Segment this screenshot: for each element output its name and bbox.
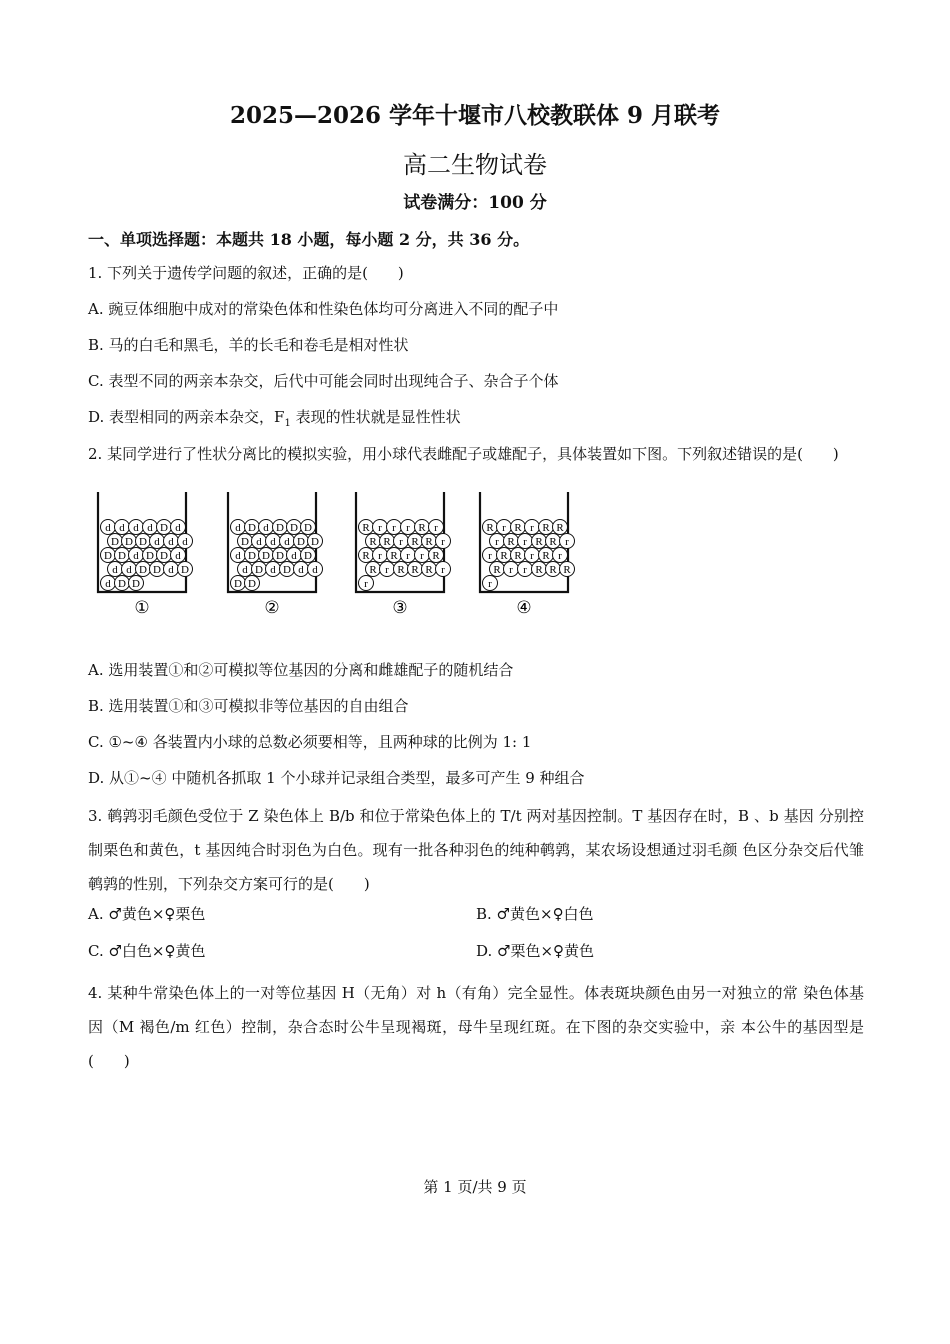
ball-label: d [105, 578, 111, 590]
ball-label: D [139, 564, 147, 576]
ball-label: D [255, 564, 263, 576]
container-4 [480, 492, 575, 618]
container-2 [228, 492, 323, 618]
ball-label: R [383, 536, 391, 548]
ball-label: D [181, 564, 189, 576]
section-heading: 一、单项选择题：本题共 18 小题，每小题 2 分，共 36 分。 [88, 230, 530, 249]
full-score: 试卷满分：100 分 [403, 193, 547, 213]
q2-option-d: D. 从①~④ 中随机各抓取 1 个小球并记录组合类型，最多可产生 9 种组合 [88, 769, 585, 787]
ball-label: D [160, 550, 168, 562]
ball-label: R [514, 550, 522, 562]
ball-label: d [256, 536, 262, 548]
ball-label: R [493, 564, 501, 576]
ball-label: r [502, 522, 506, 534]
ball-label: r [392, 522, 396, 534]
container-label: ④ [516, 598, 532, 618]
ball-label: R [535, 536, 543, 548]
ball-label: R [397, 564, 405, 576]
ball-label: d [119, 522, 125, 534]
ball-label: r [378, 550, 382, 562]
ball-label: R [411, 536, 419, 548]
ball-label: R [535, 564, 543, 576]
q2-option-b: B. 选用装置①和③可模拟非等位基因的自由组合 [88, 697, 409, 715]
ball-label: r [420, 550, 424, 562]
ball-label: D [311, 536, 319, 548]
ball-label: D [153, 564, 161, 576]
ball-label: d [175, 522, 181, 534]
ball-label: r [509, 564, 513, 576]
ball-label: R [425, 564, 433, 576]
q3-option-d: D. ♂栗色×♀黄色 [476, 942, 595, 960]
ball-label: D [118, 550, 126, 562]
q1-option-b: B. 马的白毛和黑毛，羊的长毛和卷毛是相对性状 [88, 336, 409, 354]
container-1 [98, 492, 193, 618]
ball-label: d [175, 550, 181, 562]
container-label: ③ [392, 598, 408, 618]
container-label: ① [134, 598, 150, 618]
ball-label: r [406, 550, 410, 562]
ball-label: d [312, 564, 318, 576]
ball-label: R [411, 564, 419, 576]
ball-label: r [378, 522, 382, 534]
ball-label: D [276, 550, 284, 562]
ball-label: D [125, 536, 133, 548]
ball-label: r [441, 536, 445, 548]
ball-label: D [262, 550, 270, 562]
ball-label: D [248, 550, 256, 562]
ball-label: R [500, 550, 508, 562]
ball-label: R [432, 550, 440, 562]
ball-label: R [390, 550, 398, 562]
ball-label: d [235, 550, 241, 562]
container-3 [356, 492, 451, 618]
q1-option-c: C. 表型不同的两亲本杂交，后代中可能会同时出现纯合子、杂合子个体 [88, 372, 559, 390]
ball-label: d [298, 564, 304, 576]
ball-label: r [434, 522, 438, 534]
q1-stem: 1. 下列关于遗传学问题的叙述，正确的是( ) [88, 264, 404, 282]
ball-label: D [118, 578, 126, 590]
ball-label: R [362, 522, 370, 534]
ball-label: d [263, 522, 269, 534]
ball-label: r [565, 536, 569, 548]
ball-label: R [556, 522, 564, 534]
q3-option-c: C. ♂白色×♀黄色 [88, 942, 206, 960]
ball-label: r [406, 522, 410, 534]
ball-label: r [558, 550, 562, 562]
ball-label: D [304, 522, 312, 534]
ball-label: D [139, 536, 147, 548]
ball-label: d [154, 536, 160, 548]
page-footer: 第 1 页/共 9 页 [423, 1178, 527, 1196]
ball-label: D [297, 536, 305, 548]
ball-label: d [291, 550, 297, 562]
q3-option-a: A. ♂黄色×♀栗色 [88, 905, 206, 923]
ball-label: D [160, 522, 168, 534]
ball-label: r [364, 578, 368, 590]
ball-label: D [248, 578, 256, 590]
ball-label: R [369, 536, 377, 548]
ball-label: d [105, 522, 111, 534]
ball-container-figure [94, 488, 594, 623]
ball-label: d [235, 522, 241, 534]
ball-label: D [234, 578, 242, 590]
ball-label: d [270, 536, 276, 548]
ball-label: d [112, 564, 118, 576]
ball-label: r [530, 550, 534, 562]
ball-label: D [111, 536, 119, 548]
container-label: ② [264, 598, 280, 618]
ball-label: D [283, 564, 291, 576]
q2-option-a: A. 选用装置①和②可模拟等位基因的分离和雌雄配子的随机结合 [88, 661, 514, 679]
q2-option-c: C. ①~④ 各装置内小球的总数必须要相等，且两种球的比例为 1: 1 [88, 733, 532, 751]
ball-label: R [563, 564, 571, 576]
ball-label: R [514, 522, 522, 534]
ball-label: r [488, 550, 492, 562]
ball-label: r [488, 578, 492, 590]
ball-label: R [507, 536, 515, 548]
ball-label: R [362, 550, 370, 562]
ball-label: R [425, 536, 433, 548]
ball-label: r [495, 536, 499, 548]
q1-option-a: A. 豌豆体细胞中成对的常染色体和性染色体均可分离进入不同的配子中 [88, 300, 559, 318]
ball-label: d [182, 536, 188, 548]
ball-label: R [542, 550, 550, 562]
ball-label: D [104, 550, 112, 562]
ball-label: R [486, 522, 494, 534]
ball-label: r [385, 564, 389, 576]
ball-label: d [133, 522, 139, 534]
ball-label: R [549, 564, 557, 576]
ball-label: D [290, 522, 298, 534]
ball-label: d [168, 564, 174, 576]
ball-label: R [542, 522, 550, 534]
q1-option-d: D. 表型相同的两亲本杂交，$F_1$ 表现的性状就是显性性状 [88, 408, 461, 429]
ball-label: r [530, 522, 534, 534]
ball-label: R [369, 564, 377, 576]
ball-label: d [133, 550, 139, 562]
ball-label: D [248, 522, 256, 534]
ball-label: r [399, 536, 403, 548]
ball-label: R [549, 536, 557, 548]
ball-label: D [132, 578, 140, 590]
q3-option-b: B. ♂黄色×♀白色 [476, 905, 594, 923]
ball-label: r [523, 564, 527, 576]
exam-title: 2025—2026 学年十堰市八校教联体 9 月联考 [229, 102, 721, 129]
ball-label: D [146, 550, 154, 562]
ball-label: d [284, 536, 290, 548]
q4-stem: 4. 某种牛常染色体上的一对等位基因 H（无角）对 h（有角）完全显性。体表斑块颜色由另一对独立的常 染色体基因（M 褐色/m 红色）控制，杂合态时公牛呈现褐斑，母牛呈现红斑。在下图的杂交实验中，亲 本公牛的基因型是( ) [88, 984, 864, 1070]
ball-label: r [441, 564, 445, 576]
q2-stem: 2. 某同学进行了性状分离比的模拟实验，用小球代表雌配子或雄配子，具体装置如下图。下列叙述错误的是( ) [88, 445, 839, 463]
ball-label: d [242, 564, 248, 576]
ball-label: D [241, 536, 249, 548]
ball-label: D [276, 522, 284, 534]
ball-label: D [304, 550, 312, 562]
ball-label: R [418, 522, 426, 534]
ball-label: r [523, 536, 527, 548]
q3-stem: 3. 鹌鹑羽毛颜色受位于 Z 染色体上 B/b 和位于常染色体上的 T/t 两对基因控制。T 基因存在时，B 、b 基因 分别控制栗色和黄色，t 基因纯合时羽色为白色。现有一批各种羽色的纯种鹌鹑，某农场设想通过羽毛颜 色区分杂交后代雏鹌鹑的性别，下列杂交方案可行的是( ) [88, 807, 864, 893]
exam-subtitle: 高二生物试卷 [403, 151, 547, 179]
ball-label: d [270, 564, 276, 576]
ball-label: d [168, 536, 174, 548]
ball-label: d [126, 564, 132, 576]
ball-label: d [147, 522, 153, 534]
